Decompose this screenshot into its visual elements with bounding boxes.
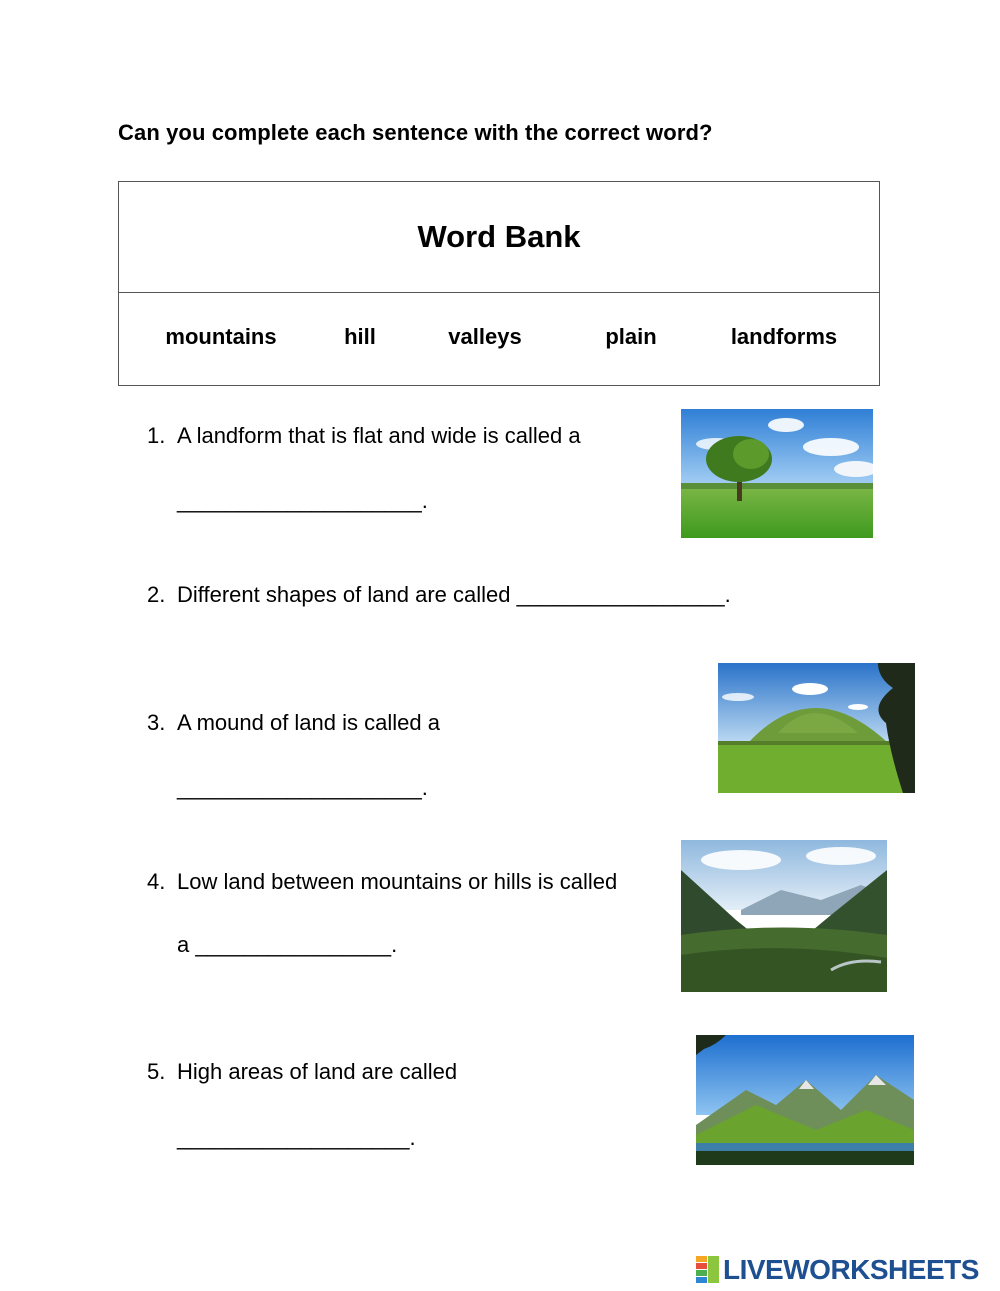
question-3-text: A mound of land is called a [177,710,440,735]
question-number: 5. [147,1059,166,1084]
question-1-text: A landform that is flat and wide is called a [177,423,581,448]
question-number: 2. [147,582,166,607]
logo-text: LIVEWORKSHEETS [723,1254,979,1285]
word-bank-title: Word Bank [119,182,879,293]
question-4-blank[interactable]: a ________________. [177,932,398,957]
question-number: 1. [147,423,166,448]
question-5-text: High areas of land are called [177,1059,458,1084]
logo-mark-icon [696,1256,720,1284]
word-bank-word: mountains [165,324,277,349]
word-bank-word: landforms [730,324,838,349]
word-bank-word: hill [344,324,376,349]
plain-photo [681,409,873,538]
hill-photo [718,663,915,793]
liveworksheets-logo [696,1254,979,1286]
question-number: 4. [147,869,166,894]
word-bank-word: valleys [448,324,522,349]
valley-photo [681,840,887,992]
word-bank-list [119,292,879,385]
word-bank-box [118,181,880,386]
question-number: 3. [147,710,166,735]
question-2-text[interactable]: Different shapes of land are called _________________. [177,582,731,607]
question-4-text: Low land between mountains or hills is called [177,869,618,894]
question-1-blank[interactable]: ____________________. [177,488,428,513]
mountains-photo [696,1035,914,1165]
question-3-blank[interactable]: ____________________. [177,775,428,800]
question-5-blank[interactable]: ___________________. [177,1125,416,1150]
instructions: Can you complete each sentence with the correct word? [118,120,713,145]
word-bank-word: plain [605,324,657,349]
